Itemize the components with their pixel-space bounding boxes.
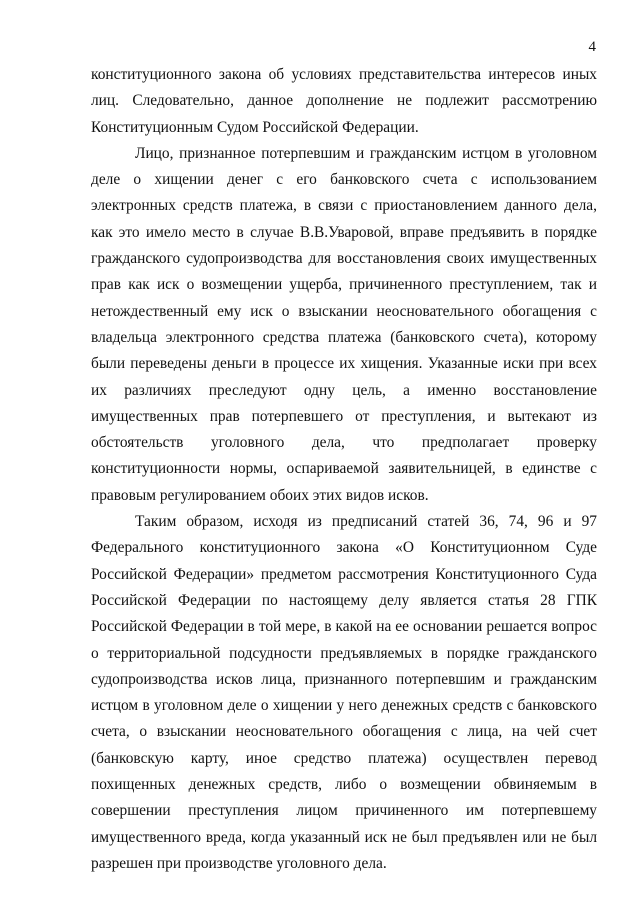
paragraph-conclusion: Таким образом, исходя из предписаний статей 36, 74, 96 и 97 Федерального конституционного закона «О Конституционном Суде Российской Федерации» предметом рассмотрения Конституционного Суда Российской Федерации по настоящему делу является статья 28 ГПК Российской Федерации в той мере, в какой на ее основании решается вопрос о территориальной подсудности предъявляемых в порядке гражданского судопроизводства исков лица, признанного потерпевшим и гражданским истцом в уголовном деле о хищении у него денежных средств с банковского счета, о взыскании неосновательного обогащения с лица, на чей счет (банковскую карту, иное средство платежа) осуществлен перевод похищенных денежных средств, либо о возмещении обвиняемым в совершении преступления лицом причиненного им потерпевшему имущественного вреда, когда указанный иск не был предъявлен или не был разрешен при производстве уголовного дела. — [91, 513, 597, 872]
paragraph-victim-claims: Лицо, признанное потерпевшим и гражданским истцом в уголовном деле о хищении денег с его банковского счета с использованием электронных средств платежа, в связи с приостановлением данного дела, как это имело место в случае В.В.Уваровой, вправе предъявить в порядке гражданского судопроизводства для восстановления своих имущественных прав как иск о возмещении ущерба, причиненного преступлением, так и нетождественный ему иск о взыскании неосновательного обогащения с владельца электронного средства платежа (банковского счета), которому были переведены деньги в процессе их хищения. Указанные иски при всех их различиях преследуют одну цель, а именно восстановление имущественных прав потерпевшего от преступления, и вытекают из обстоятельств уголовного дела, что предполагает проверку конституционности нормы, оспариваемой заявительницей, в единстве с правовым регулированием обоих этих видов исков. — [91, 144, 597, 504]
paragraph-continuation: конституционного закона об условиях представительства интересов иных лиц. Следовательно, данное дополнение не подлежит рассмотрению Конституционным Судом Российской Федерации. — [91, 66, 597, 136]
page-number: 4 — [588, 39, 596, 55]
document-body — [91, 62, 597, 877]
